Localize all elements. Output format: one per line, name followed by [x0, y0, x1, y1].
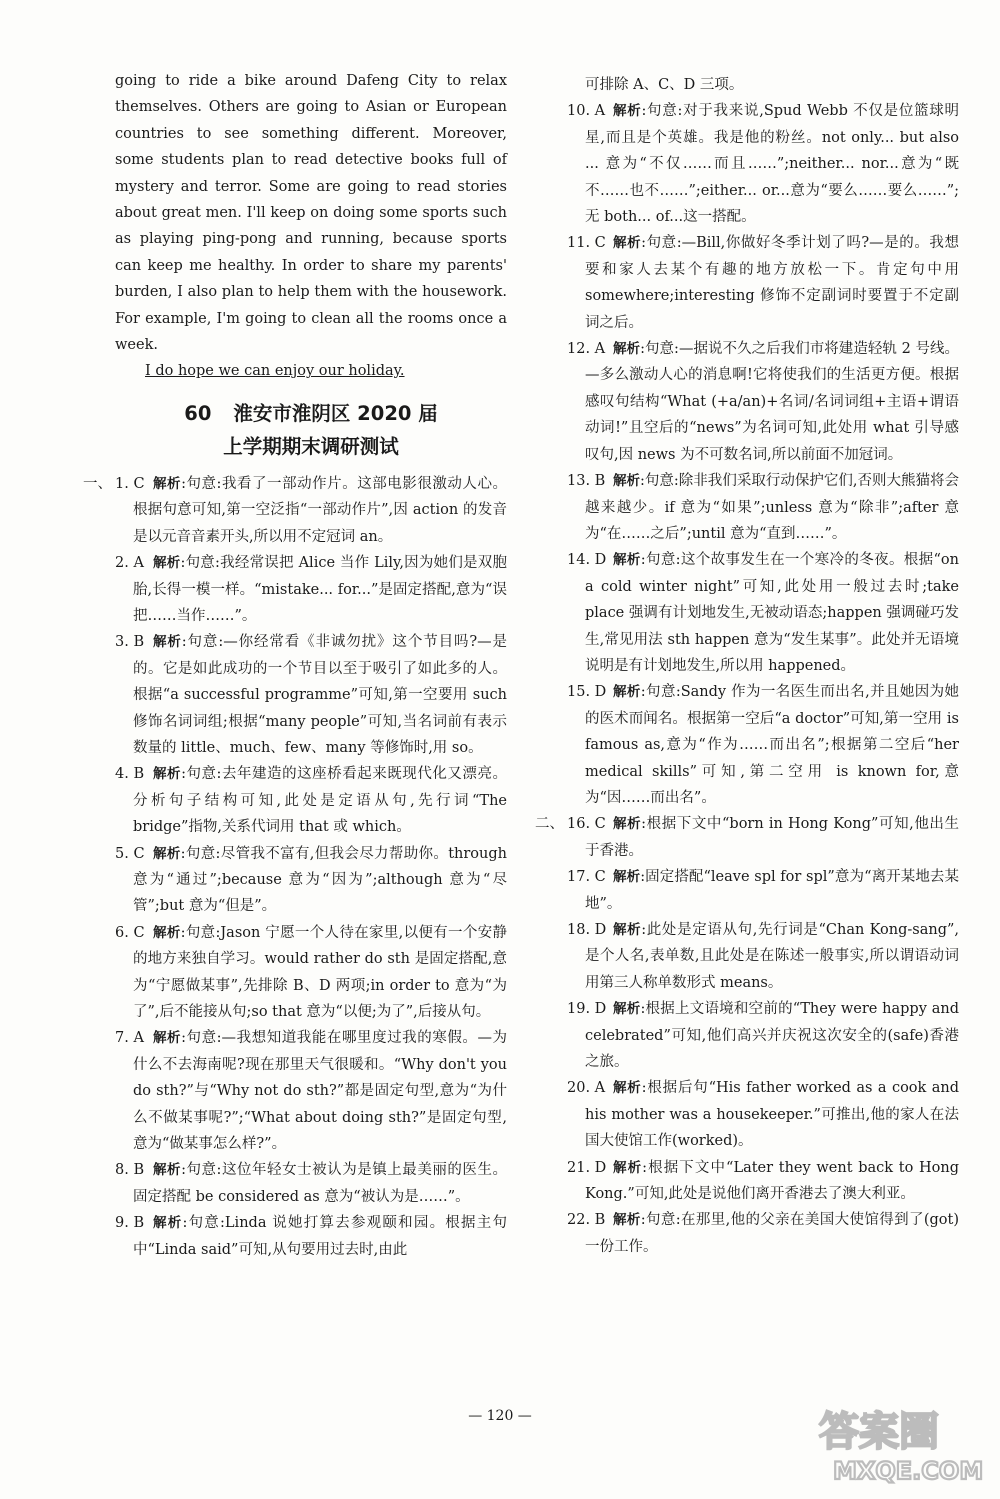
answer-item	[115, 550, 507, 629]
test-number: 60	[184, 401, 212, 425]
analysis-text: :句意:—你经常看《非诚勿扰》这个节目吗?—是的。它是如此成功的一个节目以至于吸引了如此多的人。根据“a successful programme”可知,第一空要用 such 修饰名词词组;根据“many people”可知,当名词前有表示数量的 little、much、few、many 等修饰时,用 so。	[133, 634, 508, 756]
left-column	[83, 68, 508, 1263]
analysis-text: :句意:我看了一部动作片。这部电影很激动人心。根据句意可知,第一空泛指“一部动作片”,因 action 的发音是以元音音素开头,所以用不定冠词 an。	[133, 475, 507, 545]
section-label: 一、	[83, 475, 112, 492]
analysis-label: 解析	[153, 555, 181, 572]
answer-list-section1	[83, 471, 508, 1263]
answer-list-right	[535, 98, 960, 1260]
analysis-text: :根据下文中“Later they went back to Hong Kong.”可知,此处是说他们离开香港去了澳大利亚。	[585, 1159, 959, 1203]
answer-number: 1. C	[115, 475, 145, 492]
page-number: — 120 —	[468, 1408, 532, 1424]
answer-number: 19. D	[567, 1001, 607, 1018]
answer-item	[567, 864, 959, 917]
answer-item	[83, 471, 507, 550]
analysis-label: 解析	[613, 816, 642, 833]
answer-number: 8. B	[115, 1162, 145, 1179]
analysis-text: :此处是定语从句,先行词是“Chan Kong-sang”,是个人名,表单数,且此处是在陈述一般事实,所以谓语动词用第三人称单数形式 means。	[585, 922, 960, 991]
section-label: 二、	[535, 816, 564, 833]
answer-number: 17. C	[567, 869, 606, 886]
answer-number: 11. C	[567, 235, 606, 252]
answer-item	[567, 996, 959, 1075]
test-title	[115, 397, 507, 463]
analysis-label: 解析	[153, 1030, 182, 1047]
analysis-text: :句意:尽管我不富有,但我会尽力帮助你。through 意为“通过”;because 意为“因为”;although 意为“尽管”;but 意为“但是”。	[133, 845, 507, 915]
watermark-logo	[811, 1399, 986, 1487]
answer-number: 3. B	[115, 634, 145, 651]
answer-item	[535, 811, 959, 864]
analysis-label: 解析	[153, 1162, 182, 1179]
answer-item	[567, 917, 959, 996]
watermark-text-top: 答案圈	[819, 1409, 939, 1455]
answer-item	[115, 629, 507, 761]
analysis-text: :句意:这个故事发生在一个寒冷的冬夜。根据“on a cold winter night”可知,此处用一般过去时;take place 强调有计划地发生,无被动语态;happen 强调碰巧发生,常见用法 sth happen 意为“发生某事”。此处并无语境说明是有计划地发生,所以用 happened。	[585, 552, 960, 674]
analysis-label: 解析	[613, 103, 642, 120]
analysis-label: 解析	[613, 341, 641, 358]
answer-number: 22. B	[567, 1212, 606, 1229]
analysis-text: :句意:Linda 说她打算去参观颐和园。根据主句中“Linda said”可知,从句要用过去时,由此	[133, 1215, 507, 1258]
answer-item	[567, 468, 959, 547]
answer-item	[567, 230, 959, 336]
answer-number: 12. A	[567, 341, 606, 358]
answer-item	[567, 98, 959, 230]
analysis-label: 解析	[613, 1001, 641, 1018]
analysis-label: 解析	[153, 766, 182, 783]
answer-number: 7. A	[115, 1030, 144, 1047]
answer-item	[567, 1207, 959, 1260]
analysis-text: :句意:—我想知道我能在哪里度过我的寒假。—为什么不去海南呢?现在那里天气很暖和。“Why don't you do sth?”与“Why not do sth?”都是固定句型,意为“为什么不做某事呢?”;“What about doing sth?”是固定句型,意为“做某事怎么样?”。	[133, 1030, 507, 1153]
answer-item	[567, 336, 959, 468]
analysis-text: :根据上文语境和空前的“They were happy and celebrated”可知,他们高兴并庆祝这次安全的(safe)香港之旅。	[585, 1001, 960, 1071]
analysis-label: 解析	[613, 473, 641, 490]
analysis-label: 解析	[613, 235, 642, 252]
analysis-text: :句意:除非我们采取行动保护它们,否则大熊猫将会越来越少。if 意为“如果”;unless 意为“除非”;after 意为“在……之后”;until 意为“直到……”。	[585, 473, 959, 542]
essay-paragraph: going to ride a bike around Dafeng City to relax themselves. Others are going to Asian or European countries to see something different. Moreover, some students plan to read detective books full of mystery and terror. Some are going to read stories about great men. I'll keep on doing some sports such as playing ping-pong and running, because sports can keep me healthy. In order to share my parents' burden, I also plan to help them with the housework. For example, I'm going to clean all the rooms once a week.	[115, 73, 507, 354]
analysis-text: :句意:—据说不久之后我们市将建造轻轨 2 号线。—多么激动人心的消息啊!它将使我们的生活更方便。根据感叹句结构“What (+a/an)+名词/名词词组+主语+谓语动词!”且空后的“news”为名词可知,此处用 what 引导感叹句,因 news 为不可数名词,所以前面不加冠词。	[585, 341, 960, 463]
answer-number: 5. C	[115, 845, 145, 862]
answer-number: 14. D	[567, 552, 607, 569]
analysis-label: 解析	[613, 1212, 641, 1229]
answer-number: 9. B	[115, 1215, 145, 1232]
analysis-label: 解析	[153, 845, 181, 862]
analysis-text: :句意:—Bill,你做好冬季计划了吗?—是的。我想要和家人去某个有趣的地方放松一下。肯定句中用 somewhere;interesting 修饰不定副词时要置于不定副词之后。	[585, 235, 959, 331]
analysis-text: :固定搭配“leave spl for spl”意为“离开某地去某地”。	[585, 869, 960, 912]
answer-number: 18. D	[567, 922, 607, 938]
answer-number: 4. B	[115, 766, 145, 783]
analysis-text: :句意:Sandy 作为一名医生而出名,并且她因为她的医术而闻名。根据第一空后“a doctor”可知,第一空用 is famous as,意为“作为……而出名”;根据第二空后“her medical skills”可知,第二空用 is known for,意为“因……而出名”。	[585, 684, 959, 806]
answer-item	[115, 841, 507, 920]
answer-item	[567, 679, 959, 811]
analysis-label: 解析	[613, 1080, 642, 1097]
answer-number: 15. D	[567, 684, 607, 701]
analysis-label: 解析	[153, 924, 181, 941]
test-title-line1: 淮安市淮阴区 2020 届	[233, 401, 438, 425]
essay-closing: I do hope we can enjoy our holiday.	[145, 363, 405, 380]
answer-item	[115, 1210, 507, 1263]
answer-item	[115, 761, 507, 840]
test-title-line2: 上学期期末调研测试	[223, 434, 399, 458]
analysis-text: :句意:Jason 宁愿一个人待在家里,以便有一个安静的地方来独自学习。would rather do sth 是固定搭配,意为“宁愿做某事”,先排除 B、D 两项;in order to 意为“为了”,后不能接从句;so that 意为“以便;为了”,后接从句。	[133, 924, 507, 1020]
right-column	[535, 72, 960, 1260]
answer-number: 2. A	[115, 555, 144, 572]
analysis-label: 解析	[153, 634, 182, 651]
answer-number: 13. B	[567, 473, 606, 490]
analysis-label: 解析	[153, 1215, 183, 1232]
answer-number: 20. A	[567, 1080, 606, 1097]
analysis-label: 解析	[613, 1159, 643, 1176]
analysis-text: :句意:这位年轻女士被认为是镇上最美丽的医生。固定搭配 be considered as 意为“被认为是……”。	[133, 1162, 507, 1205]
analysis-label: 解析	[613, 869, 641, 886]
analysis-label: 解析	[153, 475, 182, 492]
analysis-text: :句意:对于我来说,Spud Webb 不仅是位篮球明星,而且是个英雄。我是他的粉丝。not only... but also ... 意为“不仅……而且……”;neither... nor...意为“既不……也不……”;either... or...意为“要么……要么……”;无 both... of...这一搭配。	[585, 103, 959, 226]
answer-number: 21. D	[567, 1159, 607, 1176]
answer-item	[567, 1075, 959, 1154]
answer-item	[567, 547, 959, 679]
answer-item	[115, 920, 507, 1026]
analysis-label: 解析	[613, 922, 642, 938]
answer-number: 16. C	[567, 816, 606, 833]
analysis-text: :句意:去年建造的这座桥看起来既现代化又漂亮。分析句子结构可知,此处是定语从句,先行词“The bridge”指物,关系代词用 that 或 which。	[133, 766, 507, 836]
analysis-label: 解析	[613, 684, 641, 701]
answer-number: 6. C	[115, 924, 145, 941]
answer-number: 10. A	[567, 103, 606, 120]
analysis-text: :句意:在那里,他的父亲在美国大使馆得到了(got)一份工作。	[585, 1212, 960, 1255]
answer-item	[115, 1025, 507, 1157]
analysis-label: 解析	[613, 552, 641, 569]
analysis-text: :句意:我经常误把 Alice 当作 Lily,因为她们是双胞胎,长得一模一样。“mistake... for...”是固定搭配,意为“误把……当作……”。	[133, 555, 507, 624]
analysis-text: :根据下文中“born in Hong Kong”可知,他出生于香港。	[585, 816, 959, 859]
analysis-text: :根据后句“His father worked as a cook and his mother was a housekeeper.”可推出,他的家人在法国大使馆工作(worked)。	[585, 1080, 959, 1150]
answer-continuation: 可排除 A、C、D 三项。	[585, 77, 744, 93]
answer-item	[115, 1157, 507, 1210]
watermark-text-bottom: MXQE.COM	[833, 1457, 984, 1485]
answer-item	[567, 1155, 959, 1208]
